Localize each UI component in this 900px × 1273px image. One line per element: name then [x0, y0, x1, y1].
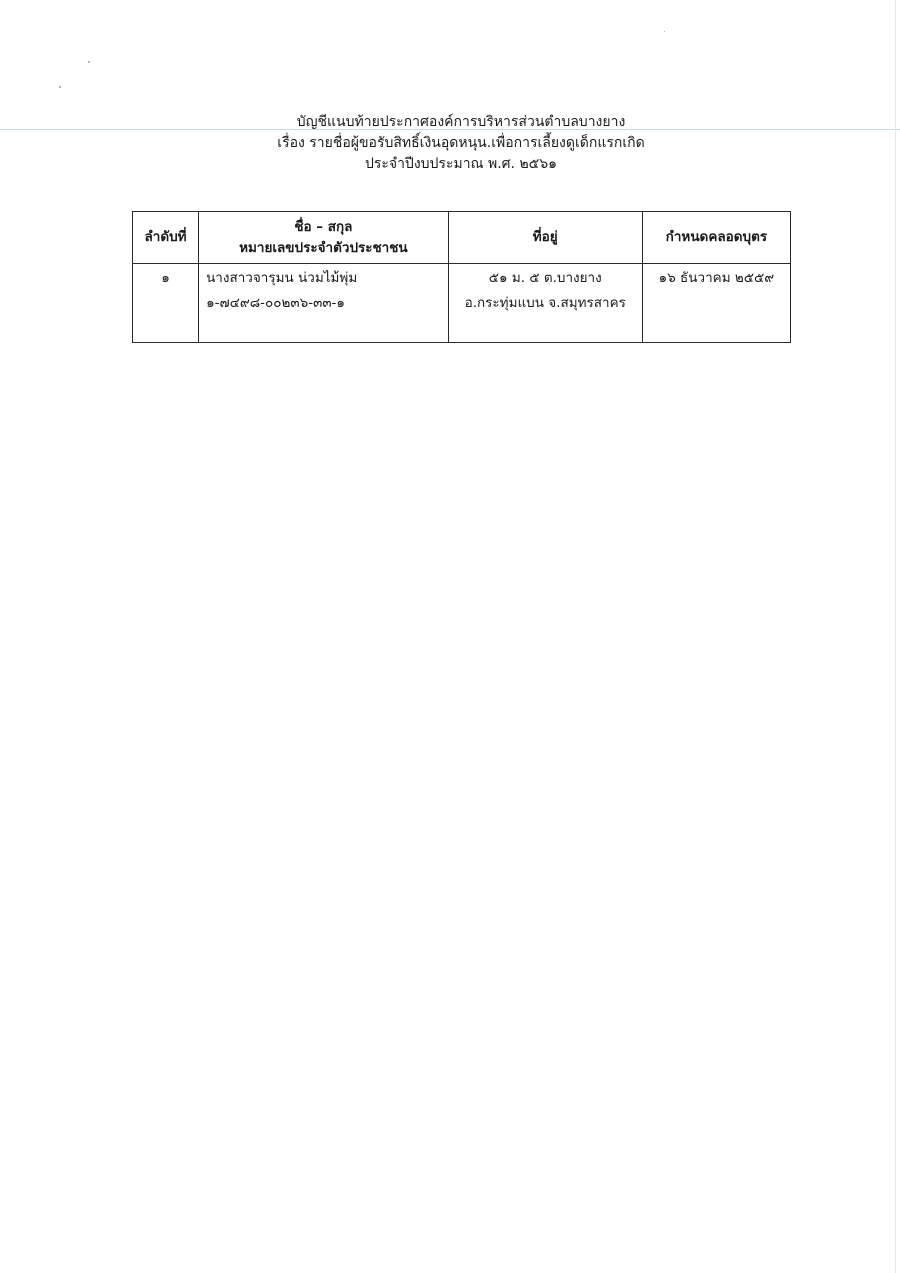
- scan-speck: [88, 61, 90, 63]
- column-header-index: ลำดับที่: [133, 212, 199, 264]
- scan-edge: [895, 0, 896, 1273]
- cell-due-date: ๑๖ ธันวาคม ๒๕๕๙: [642, 264, 790, 343]
- column-header-address: ที่อยู่: [448, 212, 642, 264]
- scan-speck: [664, 31, 665, 32]
- address-line2: อ.กระทุ่มแบน จ.สมุทรสาคร: [464, 295, 626, 311]
- recipient-name: นางสาวจารุมน น่วมไม้พุ่ม: [206, 270, 358, 286]
- table-header-row: [133, 212, 791, 264]
- header-fiscal-year: ประจำปีงบประมาณ พ.ศ. ๒๕๖๑: [364, 156, 558, 172]
- table-row: [133, 264, 791, 343]
- cell-address: [448, 264, 642, 343]
- column-header-name: [199, 212, 449, 264]
- header-subject: เรื่อง รายชื่อผู้ขอรับสิทธิ์เงินอุดหนุน.เพื่อการเลี้ยงดูเด็กแรกเกิด: [277, 135, 645, 151]
- recipient-table: [132, 211, 791, 343]
- cell-index: ๑: [133, 264, 199, 343]
- document-header: [0, 112, 900, 175]
- cell-name: [199, 264, 449, 343]
- column-header-name-line1: ชื่อ – สกุล: [294, 218, 353, 235]
- column-header-due-date: กำหนดคลอดบุตร: [642, 212, 790, 264]
- column-header-name-line2: หมายเลขประจำตัวประชาชน: [239, 239, 408, 256]
- header-title: บัญชีแนบท้ายประกาศองค์การบริหารส่วนตำบลบางยาง: [296, 114, 626, 130]
- address-line1: ๕๑ ม. ๕ ต.บางยาง: [488, 270, 602, 286]
- scan-speck: [59, 86, 61, 88]
- recipient-id-number: ๑-๗๔๙๘-๐๐๒๓๖-๓๓-๑: [206, 295, 345, 311]
